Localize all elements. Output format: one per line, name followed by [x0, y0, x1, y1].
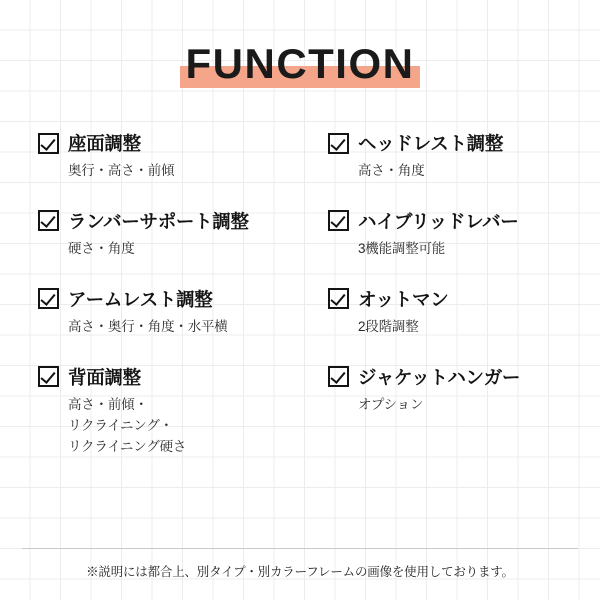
feature-description-line: 高さ・前傾・ — [68, 396, 148, 412]
feature-item-header — [328, 208, 570, 234]
feature-description — [68, 395, 300, 458]
feature-description-line: 硬さ・角度 — [68, 240, 135, 256]
feature-description — [68, 317, 300, 338]
feature-item-header — [38, 364, 300, 390]
checkbox-checked-icon — [38, 210, 59, 231]
checkbox-checked-icon — [38, 288, 59, 309]
feature-item — [328, 130, 570, 182]
checkbox-checked-icon — [38, 366, 59, 387]
feature-item-header — [328, 286, 570, 312]
feature-title: オットマン — [358, 288, 449, 310]
feature-item — [328, 286, 570, 338]
feature-description-line: 2段階調整 — [358, 318, 419, 334]
checkbox-checked-icon — [328, 366, 349, 387]
feature-description — [358, 317, 570, 338]
feature-title: ハイブリッドレバー — [358, 210, 519, 232]
feature-description-line: リクライニング硬さ — [68, 438, 187, 454]
feature-item-header — [328, 130, 570, 156]
feature-column-left — [30, 130, 300, 484]
feature-description — [68, 239, 300, 260]
feature-description — [68, 161, 300, 182]
feature-title: アームレスト調整 — [68, 288, 213, 310]
feature-columns — [0, 130, 600, 484]
feature-item-header — [38, 130, 300, 156]
checkbox-checked-icon — [38, 133, 59, 154]
feature-item — [38, 286, 300, 338]
feature-title: ヘッドレスト調整 — [358, 133, 504, 154]
feature-description-line: リクライニング・ — [68, 417, 173, 433]
feature-item — [38, 130, 300, 182]
feature-column-right — [300, 130, 570, 484]
feature-title: ランバーサポート調整 — [68, 210, 249, 232]
feature-title: ジャケットハンガー — [358, 366, 521, 388]
checkbox-checked-icon — [328, 133, 349, 154]
feature-title: 座面調整 — [68, 133, 141, 154]
feature-item-header — [38, 286, 300, 312]
feature-description-line: 3機能調整可能 — [358, 240, 446, 256]
checkbox-checked-icon — [328, 288, 349, 309]
feature-description — [358, 161, 570, 182]
footnote-divider — [22, 548, 578, 549]
feature-description-line: 高さ・角度 — [358, 163, 425, 178]
feature-item — [328, 208, 570, 260]
feature-item — [38, 364, 300, 458]
page-title: FUNCTION — [185, 40, 415, 87]
feature-title: 背面調整 — [68, 366, 141, 388]
page-title-inner — [186, 42, 415, 86]
footnote-text: ※説明には都合上、別タイプ・別カラーフレームの画像を使用しております。 — [86, 565, 514, 579]
feature-item-header — [328, 364, 570, 390]
feature-description — [358, 395, 570, 416]
feature-description-line: オプション — [358, 396, 424, 412]
feature-item-header — [38, 208, 300, 234]
feature-item — [328, 364, 570, 416]
page-title-container — [0, 42, 600, 86]
feature-description — [358, 239, 570, 260]
feature-item — [38, 208, 300, 260]
feature-description-line: 高さ・奥行・角度・水平横 — [68, 318, 228, 334]
checkbox-checked-icon — [328, 210, 349, 231]
feature-description-line: 奥行・高さ・前傾 — [68, 163, 175, 178]
